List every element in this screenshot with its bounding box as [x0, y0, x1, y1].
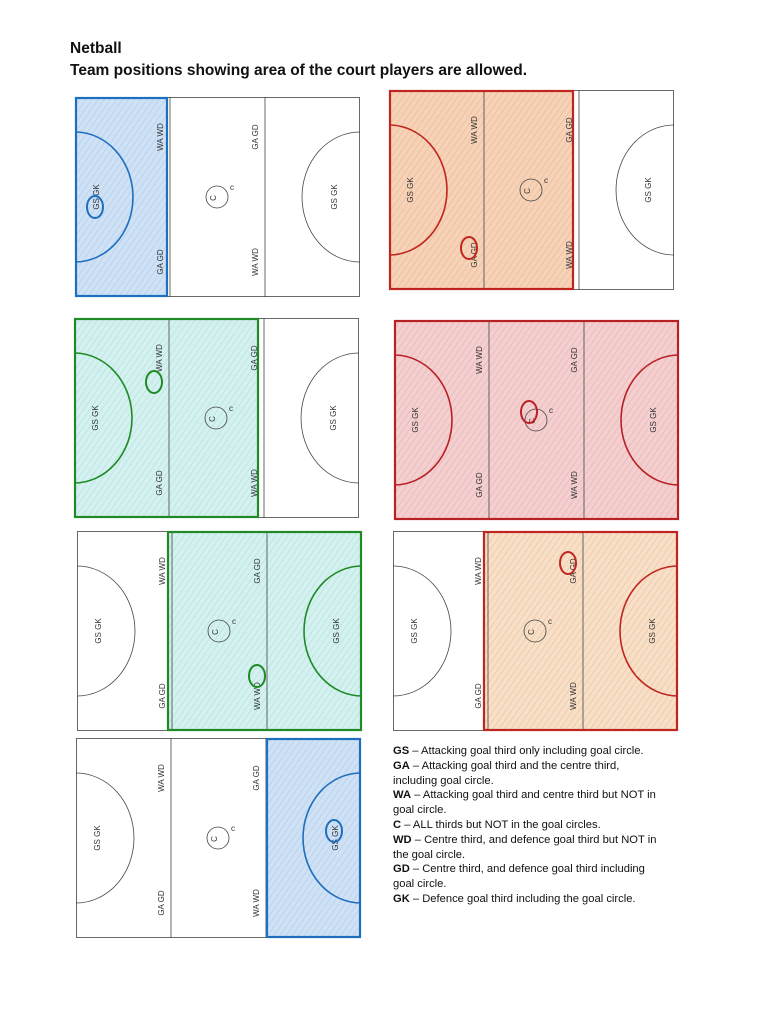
label-c-small: c — [544, 176, 548, 185]
label-gs-gk-right: GS GK — [330, 184, 339, 210]
allowed-area — [74, 318, 259, 518]
label-gs-gk-right: GS GK — [649, 407, 658, 433]
allowed-area — [389, 90, 574, 290]
label-wa-wd-bottom: WA WD — [251, 248, 260, 276]
legend-item-c: C – ALL thirds but NOT in the goal circles. — [393, 818, 601, 831]
label-ga-gd-top: GA GD — [570, 347, 579, 373]
label-gs-gk-left: GS GK — [94, 618, 103, 644]
legend-item-ga: GA – Attacking goal third and the centre third, including goal circle. — [393, 759, 620, 787]
court-wd — [77, 531, 362, 731]
label-ga-gd-top: GA GD — [250, 345, 259, 371]
label-gs-gk-left: GS GK — [92, 184, 101, 210]
label-c: C — [211, 629, 220, 635]
label-ga-gd-bottom: GA GD — [475, 472, 484, 498]
goal-circle-left — [76, 773, 134, 903]
label-ga-gd-bottom: GA GD — [158, 683, 167, 709]
label-wa-wd-bottom: WA WD — [570, 471, 579, 499]
label-gs-gk-right: GS GK — [648, 618, 657, 644]
label-c-small: c — [230, 183, 234, 192]
label-ga-gd-top: GA GD — [253, 558, 262, 584]
legend-item-gd: GD – Centre third, and defence goal third including goal circle. — [393, 863, 645, 891]
label-gs-gk-left: GS GK — [91, 405, 100, 431]
label-wa-wd-top: WA WD — [156, 123, 165, 151]
label-gs-gk-left: GS GK — [93, 825, 102, 851]
label-c-small: c — [231, 824, 235, 833]
label-ga-gd-top: GA GD — [569, 558, 578, 584]
label-gs-gk-left: GS GK — [411, 407, 420, 433]
label-gs-gk-right: GS GK — [329, 405, 338, 431]
label-gs-gk-right: GS GK — [644, 177, 653, 203]
label-c: C — [528, 418, 537, 424]
court-gd — [393, 531, 678, 731]
legend-item-gs: GS – Attacking goal third only including goal circle. — [393, 745, 644, 757]
label-c: C — [527, 629, 536, 635]
label-wa-wd-bottom: WA WD — [565, 241, 574, 269]
court-gs — [75, 97, 360, 297]
label-gs-gk-right: GS GK — [331, 825, 340, 851]
label-wa-wd-bottom: WA WD — [569, 682, 578, 710]
court-wa — [74, 318, 359, 518]
label-gs-gk-left: GS GK — [410, 618, 419, 644]
legend-item-wa: WA – Attacking goal third and centre third but NOT in goal circle. — [393, 789, 656, 817]
label-wa-wd-top: WA WD — [157, 764, 166, 792]
label-gs-gk-left: GS GK — [406, 177, 415, 203]
label-wa-wd-top: WA WD — [474, 557, 483, 585]
label-ga-gd-bottom: GA GD — [470, 242, 479, 268]
allowed-area — [75, 97, 168, 297]
title-line-2: Team positions showing area of the court players are allowed. — [70, 62, 528, 79]
label-ga-gd-bottom: GA GD — [474, 683, 483, 709]
label-c: C — [210, 836, 219, 842]
legend-item-gk: GK – Defence goal third including the goal circle. — [393, 892, 636, 905]
label-ga-gd-top: GA GD — [251, 124, 260, 150]
label-ga-gd-bottom: GA GD — [157, 890, 166, 916]
label-c-small: c — [232, 617, 236, 626]
title-line-1: Netball — [70, 40, 122, 57]
label-wa-wd-top: WA WD — [470, 116, 479, 144]
goal-circle-left — [77, 566, 135, 696]
label-c-small: c — [229, 404, 233, 413]
label-c-small: c — [548, 617, 552, 626]
label-c: C — [523, 188, 532, 194]
legend-item-wd: WD – Centre third, and defence goal third but NOT in the goal circle. — [393, 833, 657, 861]
label-ga-gd-top: GA GD — [565, 117, 574, 143]
page-title — [70, 38, 527, 82]
label-c: C — [209, 195, 218, 201]
label-ga-gd-top: GA GD — [252, 765, 261, 791]
allowed-area — [266, 738, 361, 938]
label-wa-wd-top: WA WD — [158, 557, 167, 585]
court-gk — [76, 738, 361, 938]
label-wa-wd-bottom: WA WD — [250, 469, 259, 497]
label-ga-gd-bottom: GA GD — [155, 470, 164, 496]
label-wa-wd-top: WA WD — [155, 344, 164, 372]
label-c-small: c — [549, 406, 553, 415]
label-ga-gd-bottom: GA GD — [156, 249, 165, 275]
legend — [393, 744, 663, 907]
court-ga — [389, 90, 674, 290]
goal-circle-left — [393, 566, 451, 696]
label-wa-wd-top: WA WD — [475, 346, 484, 374]
court-c — [394, 320, 679, 520]
label-c: C — [208, 416, 217, 422]
label-wa-wd-bottom: WA WD — [253, 682, 262, 710]
label-gs-gk-right: GS GK — [332, 618, 341, 644]
label-wa-wd-bottom: WA WD — [252, 889, 261, 917]
